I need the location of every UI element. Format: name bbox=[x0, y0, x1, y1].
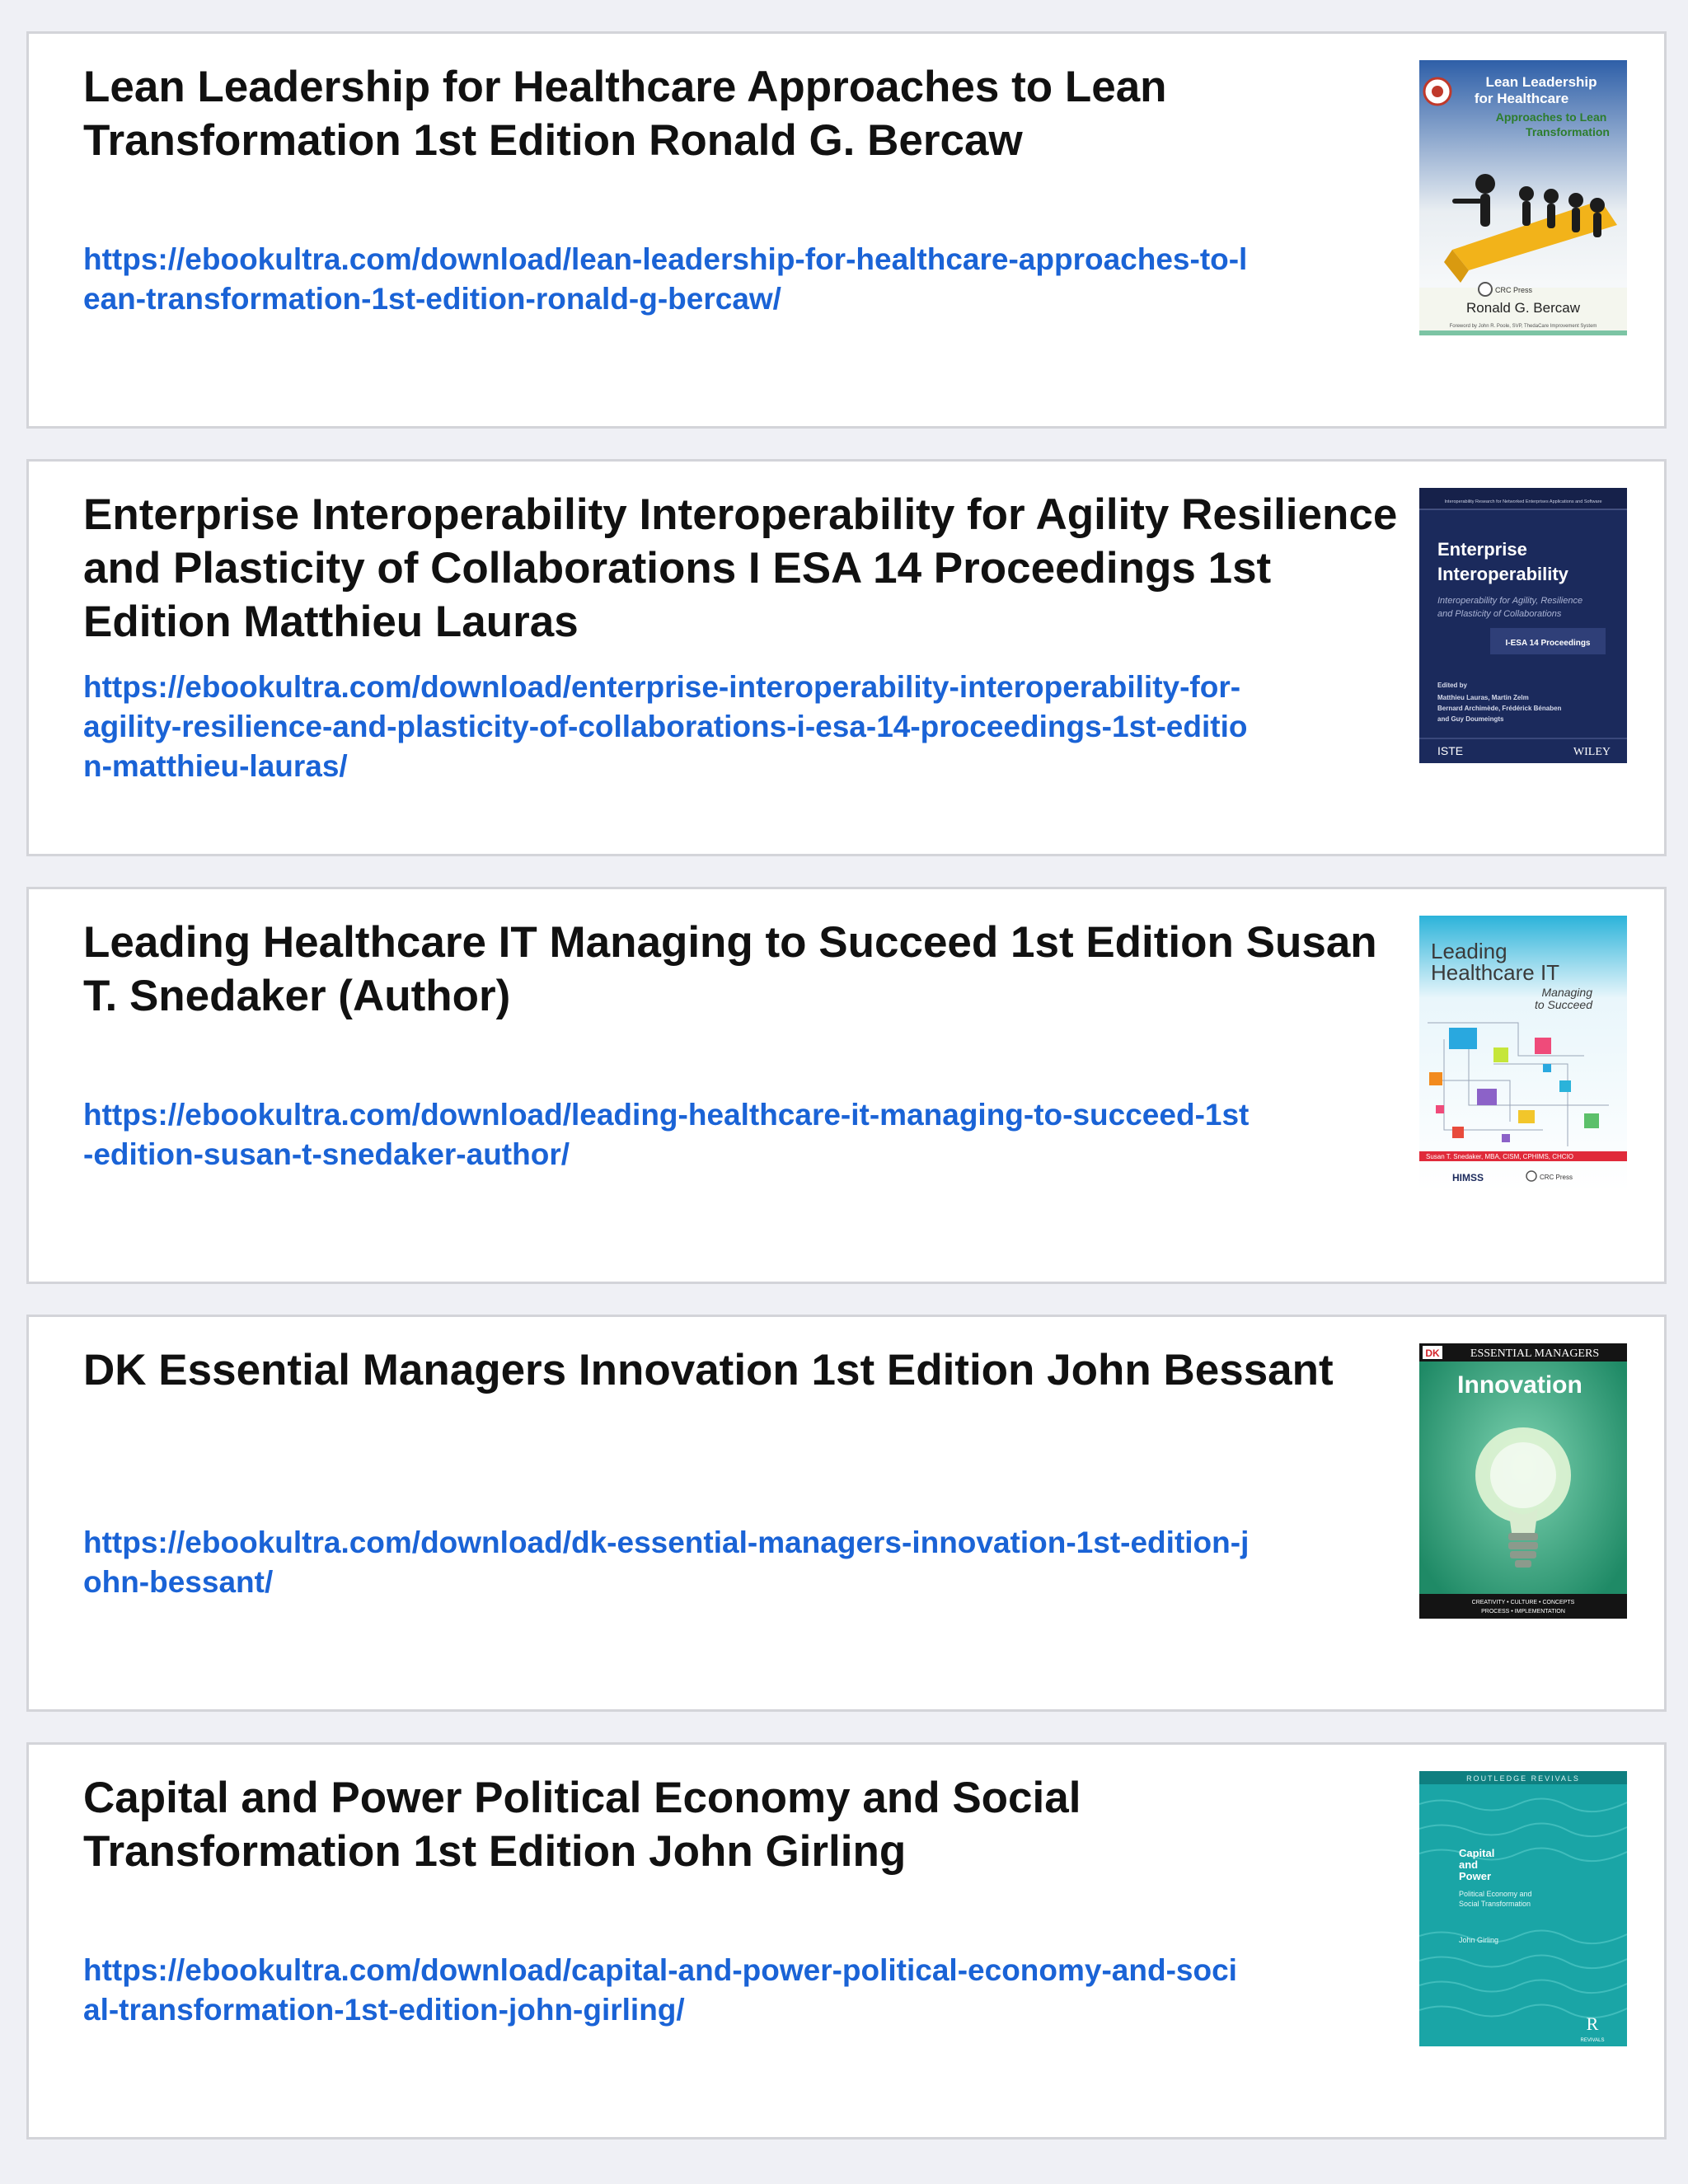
book-download-link[interactable]: https://ebookultra.com/download/enterprise-interoperability-interoperability-for-agility-resilience-and-plasticity-of-collaborations-i-esa-14-proceedings-1st-edition-matthieu-lauras/ bbox=[83, 670, 1248, 783]
cover-subtitle-line: Interoperability for Agility, Resilience bbox=[1437, 596, 1583, 606]
cover-series: Interoperability Research for Networked Enterprises Applications and Software bbox=[1444, 499, 1602, 504]
cover-publisher-left: HIMSS bbox=[1452, 1172, 1484, 1183]
cover-publisher-left: ISTE bbox=[1437, 744, 1464, 757]
book-title: Enterprise Interoperability Interoperability for Agility Resilience and Plasticity of Collaborations I ESA 14 Proceedings 1st Edition Matthieu Lauras bbox=[83, 490, 1398, 646]
cover-subtitle-line: Social Transformation bbox=[1459, 1900, 1531, 1908]
book-title: Capital and Power Political Economy and Social Transformation 1st Edition John Girling bbox=[83, 1774, 1081, 1876]
cover-title-line: Capital bbox=[1459, 1847, 1495, 1859]
book-card bbox=[26, 31, 1667, 429]
book-cover-image[interactable] bbox=[1419, 1771, 1627, 2046]
book-download-link[interactable]: https://ebookultra.com/download/leading-healthcare-it-managing-to-succeed-1st-edition-susan-t-snedaker-author/ bbox=[83, 1098, 1250, 1171]
book-title: Leading Healthcare IT Managing to Succeed 1st Edition Susan T. Snedaker (Author) bbox=[83, 918, 1377, 1020]
cover-logo: DK bbox=[1425, 1347, 1440, 1359]
cover-editors-line: Matthieu Lauras, Martin Zelm bbox=[1437, 694, 1529, 701]
cover-edited-by: Edited by bbox=[1437, 682, 1468, 689]
cover-title-line: and bbox=[1459, 1858, 1479, 1871]
cover-subtitle-line: and Plasticity of Collaborations bbox=[1437, 609, 1562, 619]
book-download-link[interactable]: https://ebookultra.com/download/dk-essential-managers-innovation-1st-edition-john-bessant/ bbox=[83, 1526, 1250, 1599]
cover-badge: I-ESA 14 Proceedings bbox=[1505, 639, 1591, 648]
cover-title-line: Healthcare IT bbox=[1431, 960, 1560, 985]
cover-title-line: Lean Leadership bbox=[1485, 74, 1597, 90]
cover-footer-line: CREATIVITY • CULTURE • CONCEPTS bbox=[1471, 1600, 1575, 1605]
book-cover-image[interactable] bbox=[1419, 1343, 1627, 1619]
cover-footer-line: PROCESS • IMPLEMENTATION bbox=[1481, 1609, 1565, 1615]
cover-publisher: CRC Press bbox=[1495, 286, 1533, 294]
book-card bbox=[26, 887, 1667, 1284]
cover-title: Innovation bbox=[1457, 1371, 1582, 1399]
cover-logo-letter: R bbox=[1586, 2013, 1599, 2034]
cover-publisher-right: WILEY bbox=[1573, 746, 1611, 758]
book-card bbox=[26, 1742, 1667, 2139]
cover-logo-word: REVIVALS bbox=[1580, 2038, 1605, 2043]
cover-author: Ronald G. Bercaw bbox=[1466, 300, 1580, 316]
cover-title-line: Interoperability bbox=[1437, 564, 1568, 584]
book-card bbox=[26, 1315, 1667, 1712]
cover-foreword: Foreword by John R. Poole, SVP, ThedaCare Improvement System bbox=[1449, 324, 1597, 329]
cover-editors-line: and Guy Doumeingts bbox=[1437, 715, 1504, 723]
book-card bbox=[26, 459, 1667, 856]
cover-title-line: Leading bbox=[1431, 939, 1507, 963]
cover-author: Susan T. Snedaker, MBA, CISM, CPHIMS, CHCIO bbox=[1426, 1153, 1574, 1160]
cover-subtitle-line: Managing bbox=[1541, 986, 1592, 999]
cover-subtitle-line: Approaches to Lean bbox=[1495, 110, 1607, 124]
cover-series: ESSENTIAL MANAGERS bbox=[1470, 1347, 1600, 1360]
cover-title-line: Enterprise bbox=[1437, 539, 1527, 560]
cover-title-line: for Healthcare bbox=[1474, 91, 1569, 106]
book-download-link[interactable]: https://ebookultra.com/download/capital-and-power-political-economy-and-social-transformation-1st-edition-john-girling/ bbox=[83, 1953, 1237, 2027]
book-cover-image[interactable] bbox=[1419, 488, 1627, 763]
cover-subtitle-line: Political Economy and bbox=[1459, 1890, 1532, 1898]
cover-title-line: Power bbox=[1459, 1870, 1492, 1882]
cover-subtitle-line: to Succeed bbox=[1534, 998, 1592, 1011]
book-title: DK Essential Managers Innovation 1st Edition John Bessant bbox=[83, 1346, 1334, 1394]
cover-editors-line: Bernard Archimède, Frédérick Bénaben bbox=[1437, 705, 1562, 712]
book-cover-image[interactable] bbox=[1419, 60, 1627, 335]
cover-publisher-right: CRC Press bbox=[1540, 1174, 1573, 1181]
cover-author: John Girling bbox=[1459, 1936, 1499, 1944]
book-download-link[interactable]: https://ebookultra.com/download/lean-leadership-for-healthcare-approaches-to-lean-transformation-1st-edition-ronald-g-bercaw/ bbox=[83, 242, 1248, 316]
cover-subtitle-line: Transformation bbox=[1526, 125, 1610, 138]
book-title: Lean Leadership for Healthcare Approaches to Lean Transformation 1st Edition Ronald G. Bercaw bbox=[83, 63, 1167, 165]
book-cover-image[interactable] bbox=[1419, 916, 1627, 1191]
cover-series: ROUTLEDGE REVIVALS bbox=[1466, 1774, 1580, 1783]
